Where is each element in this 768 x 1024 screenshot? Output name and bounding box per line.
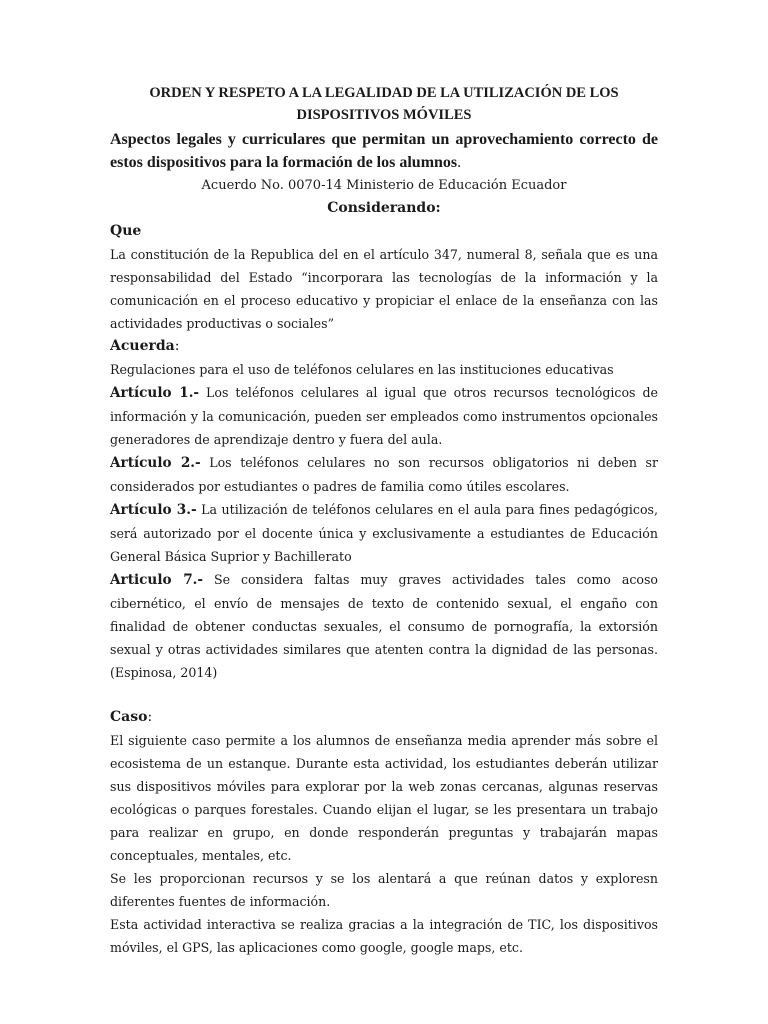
article-paragraph (110, 568, 658, 684)
article-text: Los teléfonos celulares no son recursos obligatorios ni deben sr considerados por estudiantes o padres de familia como útiles escolares. (110, 455, 659, 494)
article-text: Los teléfonos celulares al igual que otros recursos tecnológicos de información y la comunicación, pueden ser empleados como instrumentos opcionales generadores de aprendizaje dentro y fuera del aula. (110, 385, 659, 447)
subtitle-text: Aspectos legales y curriculares que permitan un aprovechamiento correcto de estos dispositivos para la formación de los alumnos (110, 131, 658, 171)
caso-paragraph: El siguiente caso permite a los alumnos de enseñanza media aprender más sobre el ecosistema de un estanque. Durante esta actividad, los estudiantes deberán utilizar sus dispositivos móviles para explorar por la web zonas cercanas, algunas reservas ecológicas o parques forestales. Cuando elijan el lugar, se les presentara un trabajo para realizar en grupo, en donde responderán preguntas y trabajarán mapas conceptuales, mentales, etc. (110, 733, 658, 863)
article-paragraph (110, 381, 658, 451)
article-text: La utilización de teléfonos celulares en el aula para fines pedagógicos, será autorizado por el docente única y exclusivamente a estudiantes de Educación General Básica Suprior y Bachillerato (110, 502, 659, 564)
document-title (110, 82, 658, 126)
regulations-paragraph: Regulaciones para el uso de teléfonos celulares en las instituciones educativas (110, 362, 614, 377)
caso-paragraph: Se les proporcionan recursos y se los alentará a que reúnan datos y exploresn diferentes fuentes de información. (110, 871, 658, 909)
acuerda-label: Acuerda (110, 338, 175, 354)
constitution-paragraph: La constitución de la Republica del en el artículo 347, numeral 8, señala que es una responsabilidad del Estado “incorporara las tecnologías de la información y la comunicación en el proceso educativo y propiciar el enlace de la enseñanza con las actividades productivas o sociales” (110, 247, 658, 331)
caso-label: Caso (110, 709, 148, 725)
caso-paragraph: Esta actividad interactiva se realiza gracias a la integración de TIC, los dispositivos móviles, el GPS, las aplicaciones como google, google maps, etc. (110, 917, 658, 955)
title-line-2: DISPOSITIVOS MÓVILES (296, 107, 472, 123)
article-text: Se considera faltas muy graves actividades tales como acoso cibernético, el envío de mensajes de texto de contenido sexual, el engaño con finalidad de obtener conductas sexuales, el consumo de pornografía, la extorsión sexual y otras actividades similares que atenten contra la dignidad de las personas. (Espinosa, 2014) (110, 572, 659, 680)
acuerda-heading (110, 335, 658, 358)
acuerda-colon: : (174, 338, 180, 354)
caso-heading (110, 706, 658, 729)
article-label: Articulo 7.- (110, 572, 204, 588)
caso-colon: : (147, 709, 153, 725)
article-paragraph (110, 498, 658, 568)
considerando-heading: Considerando: (327, 200, 441, 216)
agreement-line: Acuerdo No. 0070-14 Ministerio de Educación Ecuador (201, 178, 567, 193)
title-line-1: ORDEN Y RESPETO A LA LEGALIDAD DE LA UTILIZACIÓN DE LOS (149, 85, 619, 101)
que-heading: Que (110, 223, 142, 239)
section-spacer (110, 684, 658, 706)
article-label: Artículo 3.- (110, 502, 197, 518)
article-paragraph (110, 451, 658, 498)
subtitle-period: . (457, 154, 462, 171)
document-subtitle (110, 128, 658, 174)
article-label: Artículo 1.- (110, 385, 200, 401)
article-label: Artículo 2.- (110, 455, 201, 471)
